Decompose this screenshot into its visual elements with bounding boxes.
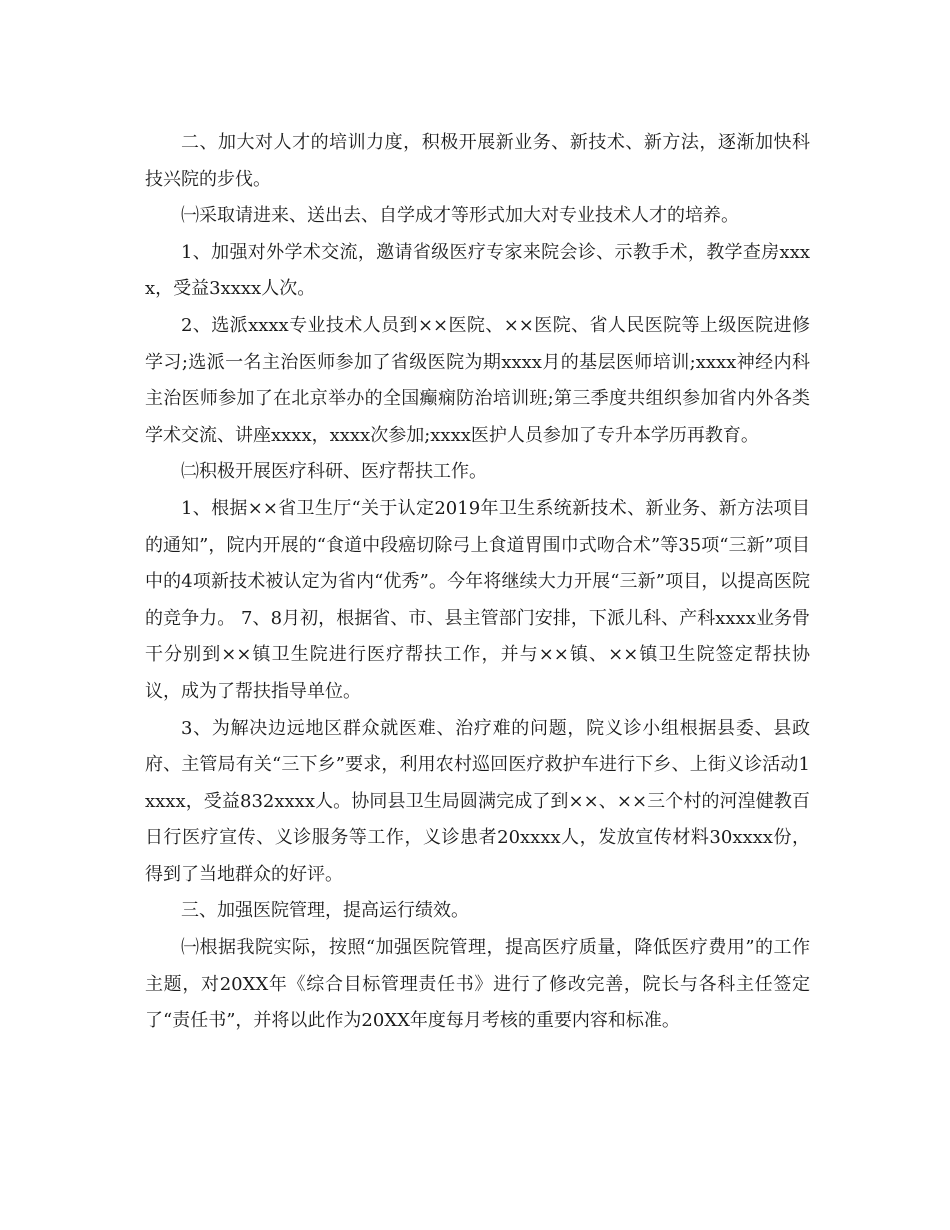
subsection-heading-research-assistance: ㈡积极开展医疗科研、医疗帮扶工作。 [181,461,487,483]
subsection-heading-talent-cultivation: ㈠采取请进来、送出去、自学成才等形式加大对专业技术人才的培养。 [181,205,739,227]
document-body [145,125,810,1040]
section-heading-talent-training: 二、加大对人才的培训力度，积极开展新业务、新技术、新方法，逐渐加快科技兴院的步伐。 [145,132,810,190]
paragraph-academic-exchange: 1、加强对外学术交流，邀请省级医疗专家来院会诊、示教手术，教学查房xxxx，受益3xxxx人次。 [145,241,810,300]
paragraph-staff-training: 2、选派xxxx专业技术人员到××医院、××医院、省人民医院等上级医院进修学习;选派一名主治医师参加了省级医院为期xxxx月的基层医师培训;xxxx神经内科主治医师参加了在北京举办的全国癫痫防治培训班;第三季度共组织参加省内外各类学术交流、讲座xxxx，xxxx次参加;xxxx医护人员参加了专升本学历再教育。 [145,314,810,446]
paragraph-free-clinic: 3、为解决边远地区群众就医难、治疗难的问题，院义诊小组根据县委、县政府、主管局有关“三下乡”要求，利用农村巡回医疗救护车进行下乡、上街义诊活动1xxxx，受益832xxxx人。协同县卫生局圆满完成了到××、××三个村的河湟健教百日行医疗宣传、义诊服务等工作，义诊患者20xxxx人，发放宣传材料30xxxx份，得到了当地群众的好评。 [145,717,810,885]
paragraph-management-responsibility: ㈠根据我院实际，按照“加强医院管理，提高医疗质量，降低医疗费用”的工作主题，对20XX年《综合目标管理责任书》进行了修改完善，院长与各科主任签定了“责任书”，并将以此作为20XX年度每月考核的重要内容和标准。 [145,937,810,1032]
section-heading-hospital-management: 三、加强医院管理，提高运行绩效。 [181,900,469,922]
paragraph-new-technology-projects: 1、根据××省卫生厅“关于认定2019年卫生系统新技术、新业务、新方法项目的通知”，院内开展的“食道中段癌切除弓上食道胃围巾式吻合术”等35项“三新”项目中的4项新技术被认定为省内“优秀”。今年将继续大力开展“三新”项目，以提高医院的竞争力。 7、8月初，根据省、市、县主管部门安排，下派儿科、产科xxxx业务骨干分别到××镇卫生院进行医疗帮扶工作，并与××镇、××镇卫生院签定帮扶协议，成为了帮扶指导单位。 [145,497,810,702]
